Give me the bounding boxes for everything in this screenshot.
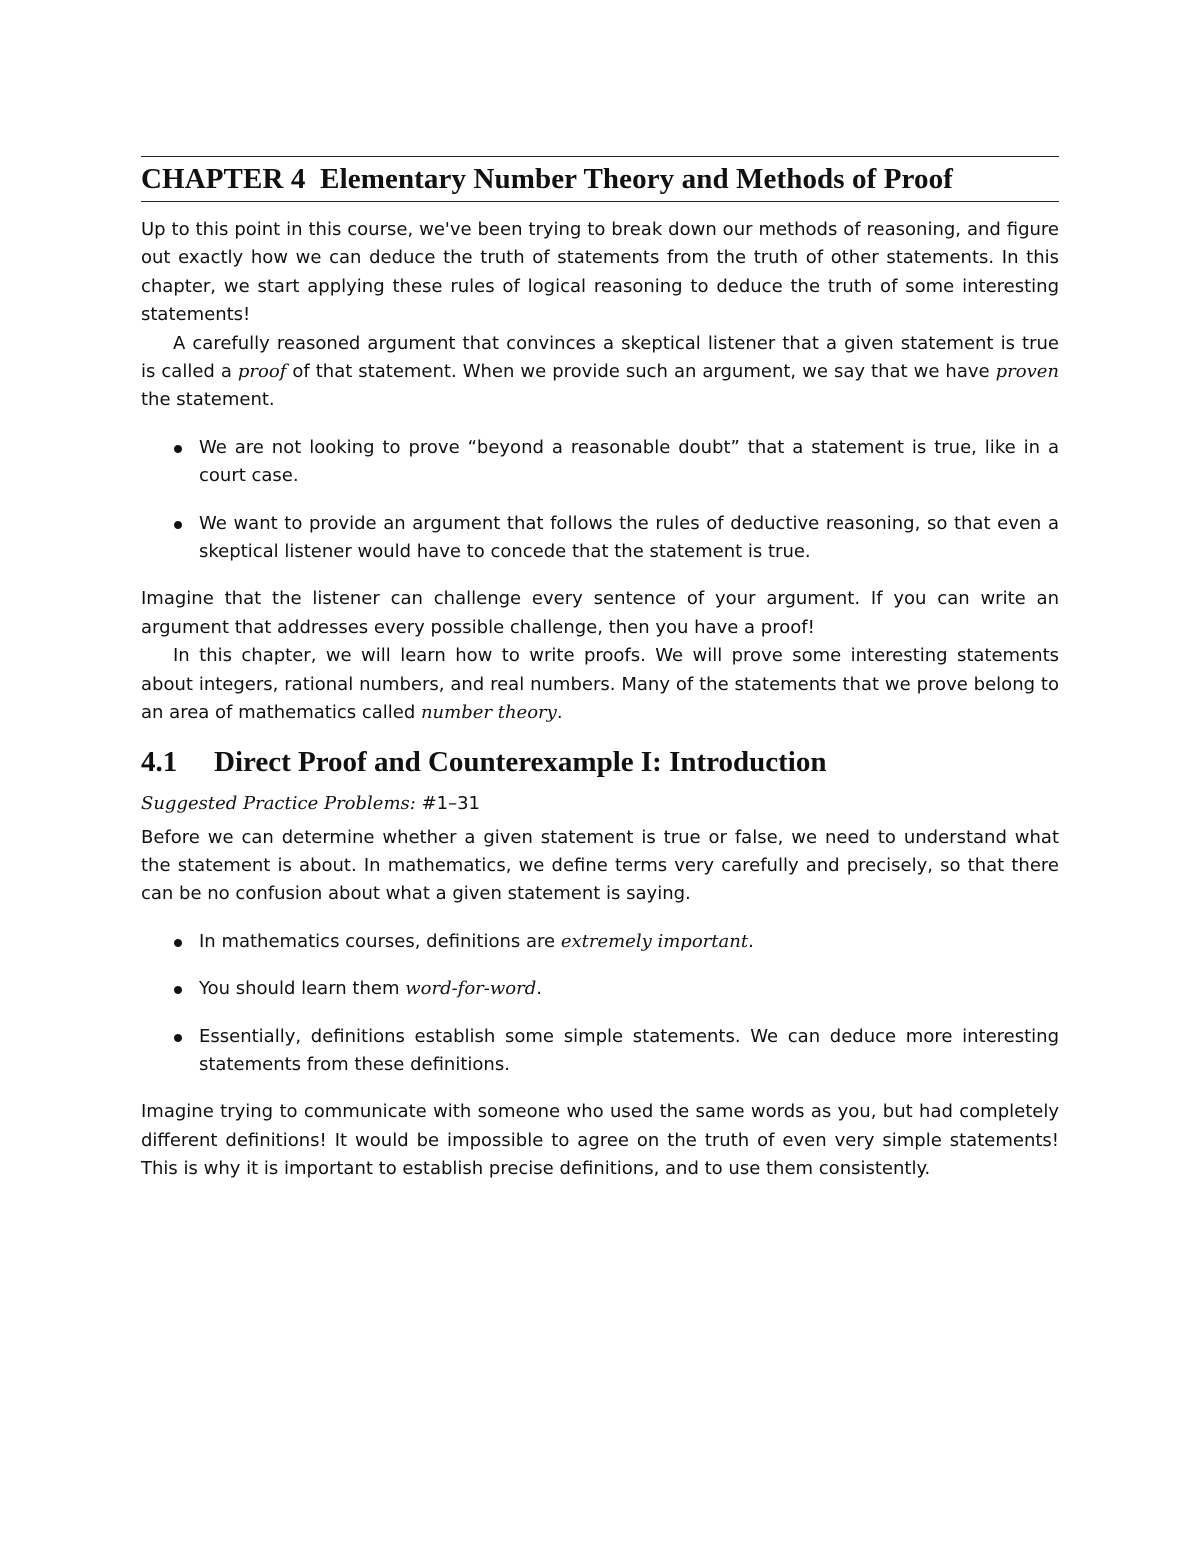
intro-paragraph-4: In this chapter, we will learn how to write proofs. We will prove some interesting statements about integers, rational numbers, and real numbers. Many of the statements that we prove belong to an area of mathematics called number theory. — [141, 645, 1059, 724]
intro-bullet-list — [141, 434, 1059, 567]
suggested-practice-label: Suggested Practice Problems: — [141, 792, 416, 814]
section-number: 4.1 — [141, 745, 178, 778]
chapter-label: CHAPTER 4 — [141, 163, 306, 195]
list-item: We are not looking to prove “beyond a reasonable doubt” that a statement is true, like in a court case. — [141, 434, 1059, 491]
term-extremely-important: extremely important — [560, 930, 749, 952]
bullet-icon — [174, 445, 182, 453]
list-item: You should learn them word-for-word. — [141, 975, 1059, 1003]
suggested-practice-value: #1–31 — [421, 792, 481, 814]
list-item: Essentially, definitions establish some simple statements. We can deduce more interesting statements from these definitions. — [141, 1023, 1059, 1080]
list-item: We want to provide an argument that follows the rules of deductive reasoning, so that even a skeptical listener would have to concede that the statement is true. — [141, 510, 1059, 567]
bullet-icon — [174, 939, 182, 947]
term-number-theory: number theory — [420, 702, 557, 724]
bullet-icon — [174, 521, 182, 529]
term-word-for-word: word-for-word — [405, 978, 537, 1000]
section-heading — [141, 742, 1059, 782]
chapter-intro — [141, 216, 1059, 728]
section-body — [141, 790, 1059, 1184]
chapter-title: Elementary Number Theory and Methods of Proof — [320, 163, 953, 195]
section-paragraph-1: Before we can determine whether a given statement is true or false, we need to understand what the statement is about. In mathematics, we define terms very carefully and precisely, so that there can be no confusion about what a given statement is saying. — [141, 826, 1059, 905]
chapter-heading — [141, 157, 1059, 201]
section-bullet-list — [141, 928, 1059, 1080]
bullet-icon — [174, 1034, 182, 1042]
suggested-practice — [141, 790, 1059, 818]
intro-paragraph-1: Up to this point in this course, we've been trying to break down our methods of reasoning, and figure out exactly how we can deduce the truth of statements from the truth of other statements. In this chapter, we start applying these rules of logical reasoning to deduce the truth of some interesting statements! — [141, 219, 1059, 326]
term-proof: proof — [237, 361, 287, 383]
section-title: Direct Proof and Counterexample I: Introduction — [214, 745, 827, 778]
page — [141, 156, 1059, 1184]
list-item: In mathematics courses, definitions are extremely important. — [141, 928, 1059, 956]
intro-paragraph-3: Imagine that the listener can challenge every sentence of your argument. If you can write an argument that addresses every possible challenge, then you have a proof! — [141, 588, 1059, 638]
intro-paragraph-2: A carefully reasoned argument that convinces a skeptical listener that a given statement is true is called a proof of that statement. When we provide such an argument, we say that we have proven the statement. — [141, 332, 1059, 411]
section-paragraph-2: Imagine trying to communicate with someone who used the same words as you, but had completely different definitions! It would be impossible to agree on the truth of even very simple statements! This is why it is important to establish precise definitions, and to use them consistently. — [141, 1101, 1059, 1180]
bullet-icon — [174, 986, 182, 994]
chapter-bottom-rule — [141, 201, 1059, 202]
term-proven: proven — [995, 361, 1059, 383]
